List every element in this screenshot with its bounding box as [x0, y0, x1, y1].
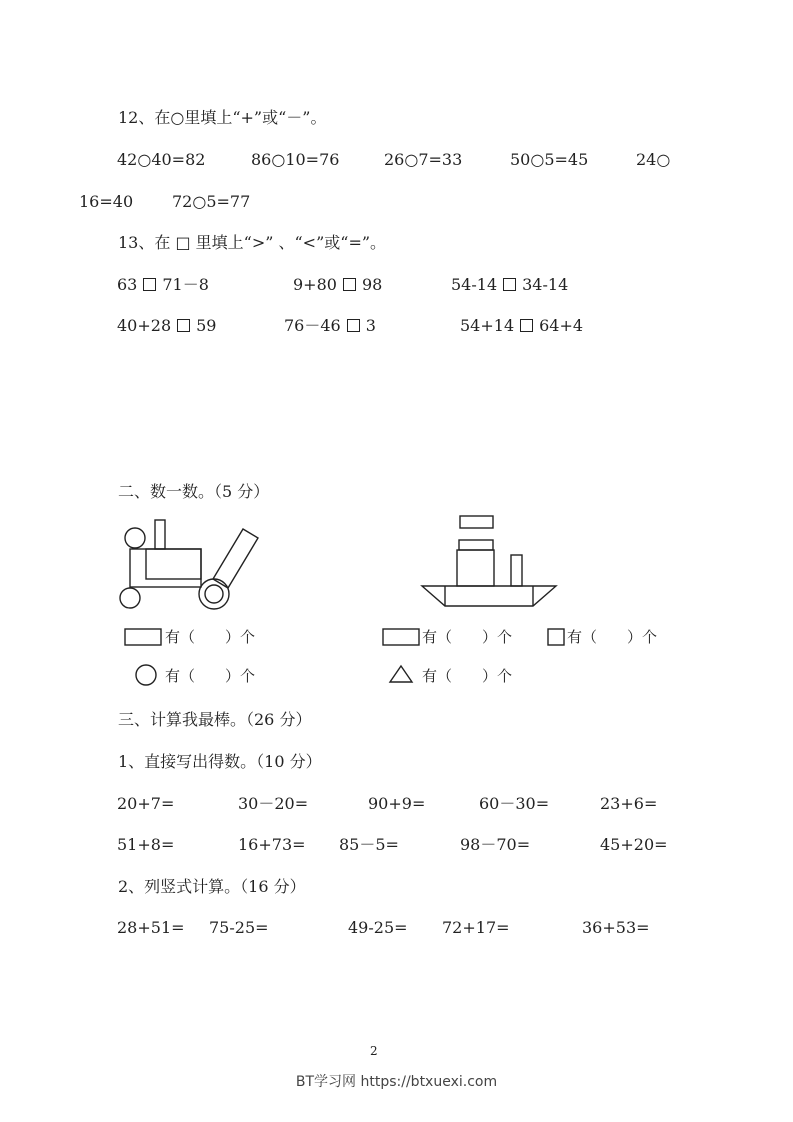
vertical-calc-item: 36+53=	[582, 918, 650, 937]
ship-cabin	[457, 550, 494, 586]
q12-title: 12、在○里填上“+”或“－”。	[118, 108, 327, 127]
circle-shape-icon	[136, 665, 156, 685]
q12-item: 86○10=76	[251, 150, 340, 169]
q13-right: 98	[361, 275, 383, 294]
tractor-wheel-big-inner	[205, 585, 223, 603]
calc-item: 98－70=	[460, 835, 531, 854]
tractor-wheel-big-outer	[199, 579, 229, 609]
calc-item: 30－20=	[238, 794, 309, 813]
answer-box[interactable]	[343, 278, 356, 291]
q13-left: 40+28	[117, 316, 172, 335]
calc-item: 45+20=	[600, 835, 668, 854]
ship-chimney	[511, 555, 522, 586]
calc-item: 23+6=	[600, 794, 658, 813]
calc-item: 16+73=	[238, 835, 306, 854]
count-square-right: 有（ ）个	[567, 628, 658, 646]
q13-compare	[284, 316, 376, 336]
q12-item: 26○7=33	[384, 150, 463, 169]
section3-title: 三、计算我最棒。（26 分）	[118, 710, 312, 729]
q13-left: 63	[117, 275, 138, 294]
count-rect-left: 有（ ）个	[165, 628, 256, 646]
page-number: 2	[370, 1044, 378, 1058]
count-rect-right: 有（ ）个	[422, 628, 513, 646]
answer-box[interactable]	[347, 319, 360, 332]
vertical-calc-item: 75-25=	[209, 918, 269, 937]
q13-compare	[293, 275, 382, 295]
answer-box[interactable]	[520, 319, 533, 332]
q13-left: 76－46	[284, 316, 341, 335]
tractor-wheel-small	[120, 588, 140, 608]
q12-item: 16=40	[79, 192, 134, 211]
calc-item: 60－30=	[479, 794, 550, 813]
tractor-circle-top	[125, 528, 145, 548]
section2-title: 二、数一数。（5 分）	[118, 482, 270, 501]
vertical-calc-item: 72+17=	[442, 918, 510, 937]
q13-right: 34-14	[522, 275, 569, 294]
q13-compare	[117, 316, 216, 336]
rect-shape-icon	[383, 629, 419, 645]
q13-compare	[460, 316, 583, 336]
count-circle-left: 有（ ）个	[165, 667, 256, 685]
q12-item: 24○	[636, 150, 671, 169]
q12-item: 50○5=45	[510, 150, 589, 169]
tractor-body	[130, 549, 201, 587]
ship-top-rect	[460, 516, 493, 528]
answer-box[interactable]	[177, 319, 190, 332]
q13-right: 3	[365, 316, 376, 335]
tractor-cabin	[146, 549, 201, 579]
sub2-title: 2、列竖式计算。（16 分）	[118, 877, 306, 896]
q13-left: 54+14	[460, 316, 515, 335]
square-shape-icon	[548, 629, 564, 645]
q13-title: 13、在 □ 里填上“>” 、“<”或“=”。	[118, 233, 387, 252]
q13-left: 9+80	[293, 275, 337, 294]
sub1-title: 1、直接写出得数。（10 分）	[118, 752, 322, 771]
rect-shape-icon	[125, 629, 161, 645]
calc-item: 20+7=	[117, 794, 175, 813]
ship-hull	[422, 586, 556, 606]
answer-box[interactable]	[143, 278, 156, 291]
q12-item: 72○5=77	[172, 192, 251, 211]
vertical-calc-item: 49-25=	[348, 918, 408, 937]
triangle-shape-icon	[390, 666, 412, 682]
q13-right: 71－8	[162, 275, 209, 294]
q13-left: 54-14	[451, 275, 498, 294]
count-triangle-right: 有（ ）个	[422, 667, 513, 685]
q13-right: 64+4	[539, 316, 584, 335]
calc-item: 85－5=	[339, 835, 399, 854]
calc-item: 51+8=	[117, 835, 175, 854]
vertical-calc-item: 28+51=	[117, 918, 185, 937]
q13-compare	[451, 275, 568, 295]
tractor-arm	[213, 529, 258, 588]
ship-upper-block	[459, 540, 493, 550]
q13-compare	[117, 275, 209, 295]
footer-link[interactable]: BT学习网 https://btxuexi.com	[295, 1074, 498, 1090]
q12-item: 42○40=82	[117, 150, 206, 169]
q13-right: 59	[196, 316, 217, 335]
tractor-chimney	[155, 520, 165, 549]
answer-box[interactable]	[503, 278, 516, 291]
calc-item: 90+9=	[368, 794, 426, 813]
